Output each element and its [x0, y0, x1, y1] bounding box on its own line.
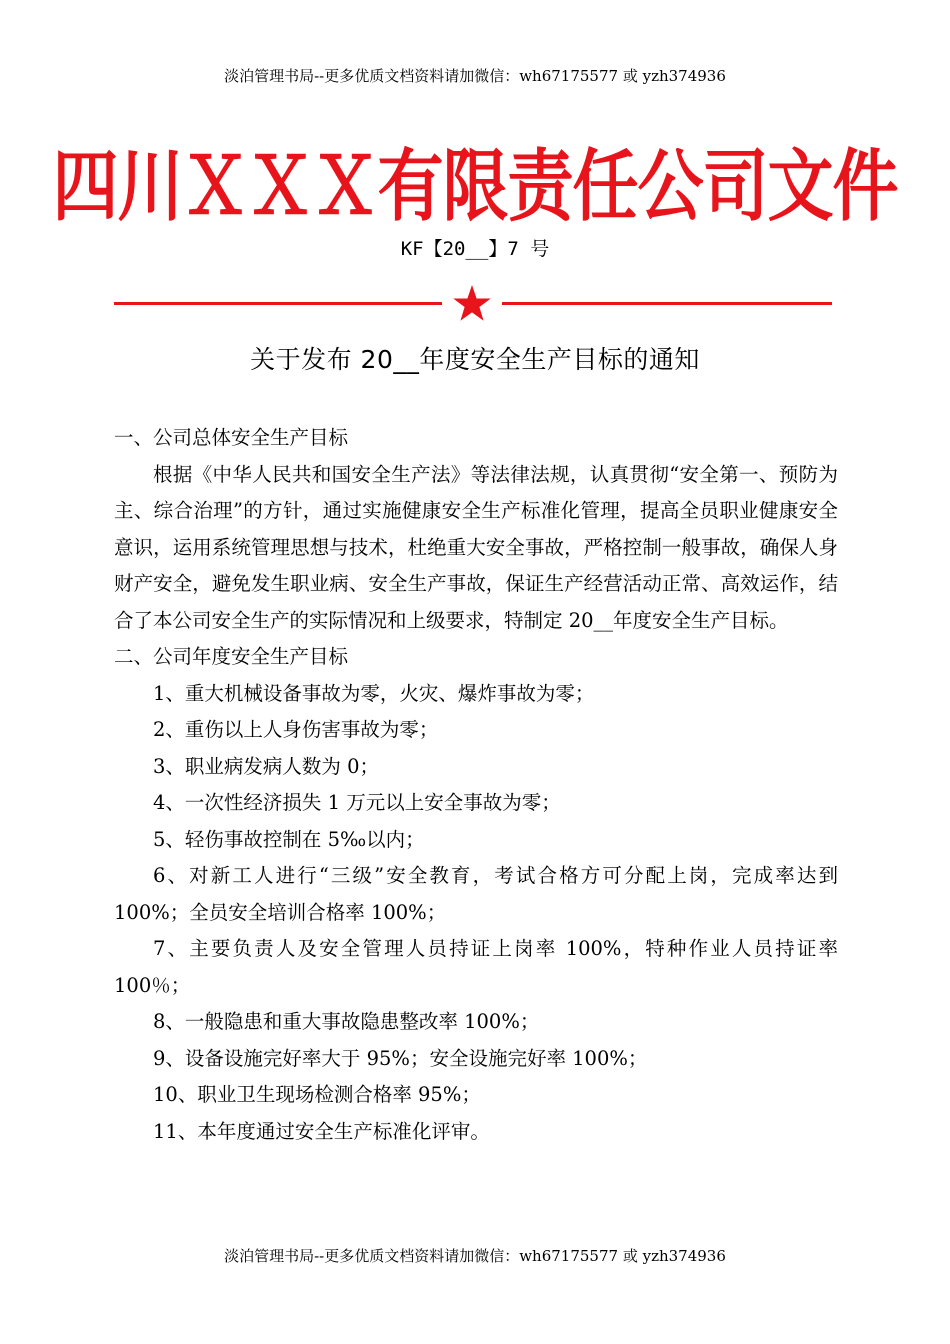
target-item: 9、设备设施完好率大于 95%；安全设施完好率 100%； [153, 1046, 648, 1070]
target-item: 8、一般隐患和重大事故隐患整改率 100%； [153, 1010, 540, 1033]
target-item: 2、重伤以上人身伤害事故为零； [153, 718, 439, 741]
target-item: 4、一次性经济损失 1 万元以上安全事故为零； [153, 791, 561, 814]
target-item: 11、本年度通过安全生产标准化评审。 [153, 1119, 490, 1143]
target-item: 3、职业病发病人数为 0； [153, 754, 380, 778]
target-item: 1、重大机械设备事故为零，火灾、爆炸事故为零； [153, 681, 595, 705]
section-heading: 二、公司年度安全生产目标 [114, 645, 349, 668]
document-title: 四川ＸＸＸ有限责任公司文件 [52, 140, 898, 232]
divider-line-right [502, 302, 832, 305]
target-item: 6、对新工人进行“三级”安全教育，考试合格方可分配上岗，完成率达到 100%；全员安全培训合格率 100%； [114, 864, 838, 924]
footer-note: 淡泊管理书局--更多优质文档资料请加微信：wh67175577 或 yzh374936 [224, 1247, 726, 1265]
red-divider [114, 284, 832, 328]
header-note: 淡泊管理书局--更多优质文档资料请加微信：wh67175577 或 yzh374936 [224, 67, 726, 85]
document-number: KF【20__】7 号 [400, 238, 550, 260]
target-item: 10、职业卫生现场检测合格率 95%； [153, 1083, 481, 1106]
divider-line-left [114, 302, 442, 305]
target-item: 5、轻伤事故控制在 5‰以内； [153, 827, 425, 851]
star-icon [452, 284, 492, 324]
target-item: 7、主要负责人及安全管理人员持证上岗率 100%，特种作业人员持证率 100％； [114, 937, 838, 997]
section-paragraph: 根据《中华人民共和国安全生产法》等法律法规，认真贯彻“安全第一、预防为主、综合治理”的方针，通过实施健康安全生产标准化管理，提高全员职业健康安全意识，运用系统管理思想与技术，杜绝重大安全事故，严格控制一般事故，确保人身财产安全，避免发生职业病、安全生产事故，保证生产经营活动正常、高效运作，结合了本公司安全生产的实际情况和上级要求，特制定 20__年度安全生产目标。 [114, 462, 838, 632]
document-body [114, 420, 838, 1150]
notice-title: 关于发布 20__年度安全生产目标的通知 [250, 345, 700, 374]
section-heading: 一、公司总体安全生产目标 [114, 426, 349, 449]
